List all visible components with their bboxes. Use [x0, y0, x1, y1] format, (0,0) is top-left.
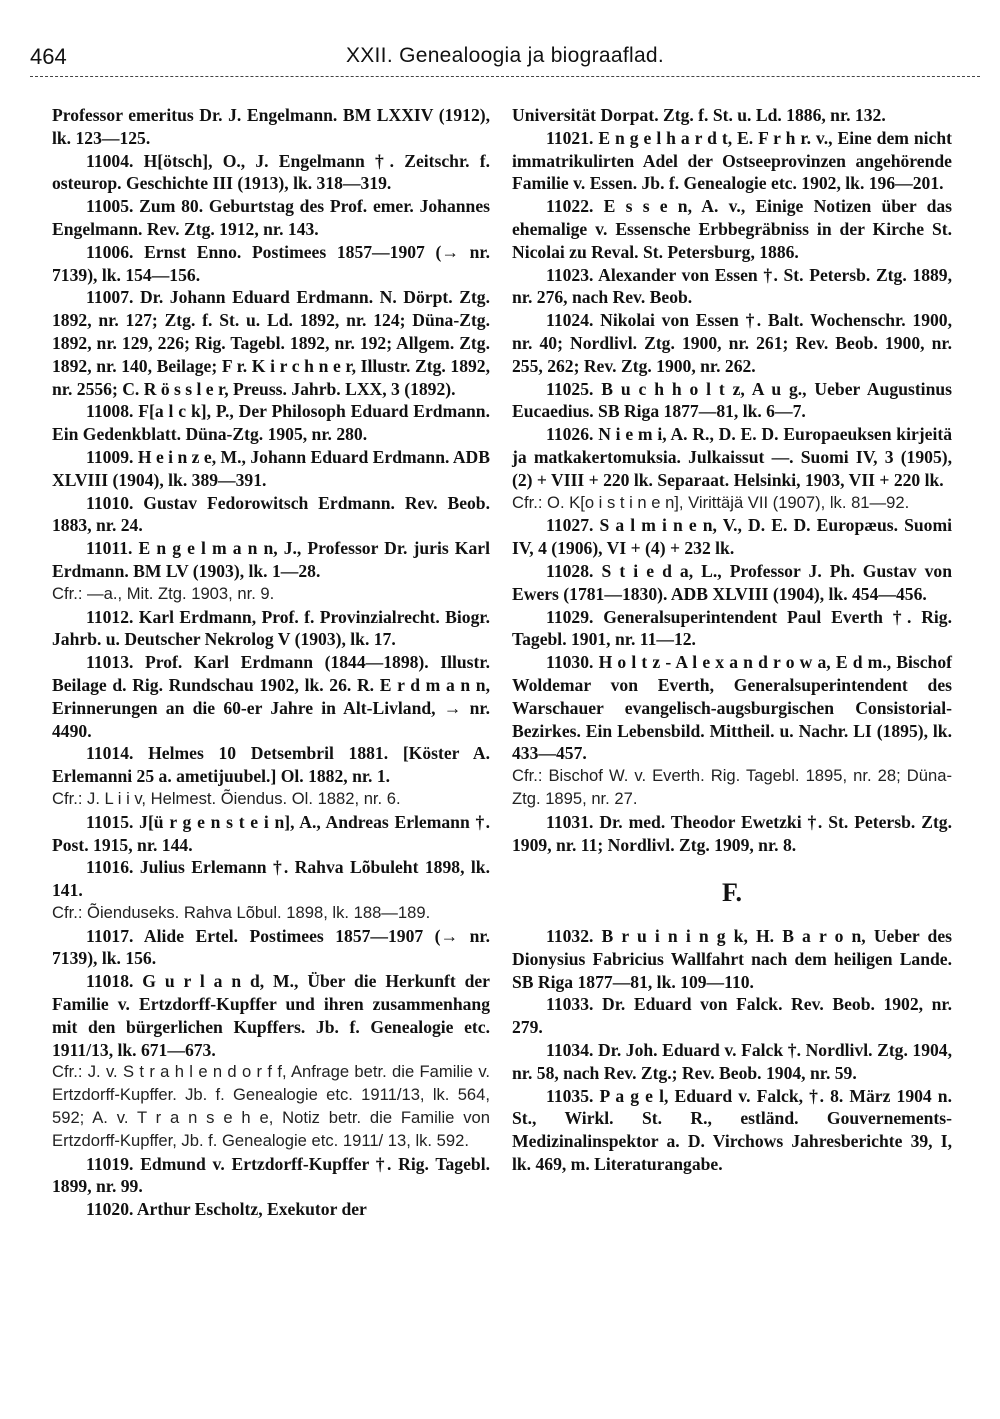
entry-text: 11018. G u r l a n d, M., Über die Herkunft der Familie v. Ertzdorff-Kupffer und ihren zusammenhang mit den bürgerlichen Kupffers. Jb. f. Genealogie etc. 1911/13, lk. 671—673.	[52, 971, 490, 1060]
entry-text: 11016. Julius Erlemann †. Rahva Lõbuleht 1898, lk. 141.	[52, 857, 490, 901]
bibliography-entry	[512, 993, 952, 1039]
entry-text: 11030. H o l t z - A l e x a n d r o w a, E d m., Bischof Woldemar von Everth, Generalsuperintendent des Warschauer evangelisch-augsburgischen Consistorial-Bezirkes. Ein Lebensbild. Mittheil. u. Nachr. LI (1895), lk. 433—457.	[512, 652, 952, 764]
entry-text: 11015. J[ü r g e n s t e i n], A., Andreas Erlemann †. Post. 1915, nr. 144.	[52, 811, 490, 855]
bibliography-entry	[52, 150, 490, 196]
bibliography-entry	[52, 1153, 490, 1199]
bibliography-entry	[52, 286, 490, 400]
entry-cfr-note: Cfr.: J. v. S t r a h l e n d o r f f, Anfrage betr. die Familie v. Ertzdorff-Kupffer. Jb. f. Genealogie etc. 1911/13, lk. 564, 592; A. v. T r a n s e h e, Notiz betr. die Familie von Ertzdorff-Kupffer, Jb. f. Genealogie etc. 1911/ 13, lk. 592.	[52, 1062, 490, 1150]
entry-text: 11019. Edmund v. Ertzdorff-Kupffer †. Rig. Tagebl. 1899, nr. 99.	[52, 1153, 490, 1197]
entry-text: 11022. E s s e n, A. v., Einige Notizen über das ehemalige v. Essensche Erbbegräbniss in der Kirche St. Nicolai zu Reval. St. Petersburg, 1886.	[512, 196, 952, 262]
entry-text: 11008. F[a l c k], P., Der Philosoph Eduard Erdmann. Ein Gedenkblatt. Düna-Ztg. 1905, nr. 280.	[52, 401, 490, 445]
bibliography-entry	[512, 264, 952, 310]
bibliography-entry	[512, 651, 952, 811]
bibliography-entry	[52, 537, 490, 605]
entry-text: 11007. Dr. Johann Eduard Erdmann. N. Dörpt. Ztg. 1892, nr. 127; Ztg. f. St. u. Ld. 1892, nr. 124; Düna-Ztg. 1892, nr. 129, 226; Rig. Tagebl. 1892, nr. 192; Allgem. Ztg. 1892, nr. 140, Beilage; F r. K i r c h n e r, Illustr. Ztg. 1892, nr. 2556; C. R ö s s l e r, Preuss. Jahrb. LXX, 3 (1892).	[52, 287, 490, 399]
entry-text: Universität Dorpat. Ztg. f. St. u. Ld. 1886, nr. 132.	[512, 105, 886, 125]
entry-cfr-note: Cfr.: Õienduseks. Rahva Lõbul. 1898, lk. 188—189.	[52, 902, 431, 922]
entry-text: 11027. S a l m i n e n, V., D. E. D. Europæus. Suomi IV, 4 (1906), VI + (4) + 232 lk.	[512, 515, 952, 559]
entry-cfr-note: Cfr.: O. K[o i s t i n e n], Virittäjä VII (1907), lk. 81—92.	[512, 492, 910, 512]
bibliography-entry	[52, 446, 490, 492]
bibliography-entry	[52, 104, 490, 150]
bibliography-entry	[52, 1198, 490, 1221]
entry-text: 11009. H e i n z e, M., Johann Eduard Erdmann. ADB XLVIII (1904), lk. 389—391.	[52, 446, 490, 490]
entry-text: 11010. Gustav Fedorowitsch Erdmann. Rev. Beob. 1883, nr. 24.	[52, 492, 490, 536]
bibliography-entry	[52, 811, 490, 857]
entry-text: 11028. S t i e d a, L., Professor J. Ph. Gustav von Ewers (1781—1830). ADB XLVIII (1904), lk. 454—456.	[512, 560, 952, 604]
bibliography-entry	[512, 378, 952, 424]
bibliography-entry	[512, 127, 952, 195]
running-title: XXII. Genealoogia ja biograaflad.	[345, 44, 665, 67]
entry-text: 11024. Nikolai von Essen †. Balt. Wochenschr. 1900, nr. 40; Nordlivl. Ztg. 1900, nr. 261; Rev. Beob. 1900, nr. 255, 262; Rev. Ztg. 1900, nr. 262.	[512, 310, 952, 376]
entry-text: 11005. Zum 80. Geburtstag des Prof. emer. Johannes Engelmann. Rev. Ztg. 1912, nr. 143.	[52, 196, 490, 239]
bibliography-entry	[52, 241, 490, 287]
entry-cfr-note: Cfr.: J. L i i v, Helmest. Õiendus. Ol. 1882, nr. 6.	[52, 788, 401, 808]
entry-text: 11025. B u c h h o l t z, A u g., Ueber Augustinus Eucaedius. SB Riga 1877—81, lk. 6—7.	[512, 378, 952, 422]
bibliography-entry	[512, 925, 952, 993]
left-column	[52, 104, 490, 1221]
bibliography-entry	[52, 606, 490, 652]
bibliography-entry	[512, 811, 952, 857]
entry-text: 11013. Prof. Karl Erdmann (1844—1898). Illustr. Beilage d. Rig. Rundschau 1902, lk. 26. R. E r d m a n n, Erinnerungen an die 60-er Jahre in Alt-Livland, → nr. 4490.	[52, 652, 490, 741]
bibliography-entry	[512, 560, 952, 606]
bibliography-entry	[52, 492, 490, 538]
page-number: 464	[30, 44, 67, 69]
entry-text: 11032. B r u i n i n g k, H. B a r o n, Ueber des Dionysius Fabricius Wallfahrt nach dem heiligen Lande. SB Riga 1877—81, lk. 109—110.	[512, 926, 952, 992]
entry-text: 11026. N i e m i, A. R., D. E. D. Europaeuksen kirjeitä ja matkakertomuksia. Julkaissut —. Suomi IV, 3 (1905), (2) + VIII + 220 lk. Separaat. Helsinki, 1903, VII + 220 lk.	[512, 424, 952, 490]
entry-text: 11029. Generalsuperintendent Paul Everth †. Rig. Tagebl. 1901, nr. 11—12.	[512, 606, 952, 650]
entry-text: 11033. Dr. Eduard von Falck. Rev. Beob. 1902, nr. 279.	[512, 994, 952, 1038]
entry-cfr-note: Cfr.: —a., Mit. Ztg. 1903, nr. 9.	[52, 583, 275, 603]
bibliography-entry	[52, 856, 490, 924]
entry-text: 11020. Arthur Escholtz, Exekutor der	[86, 1199, 367, 1220]
entry-text: Professor emeritus Dr. J. Engelmann. BM LXXIV (1912), lk. 123—125.	[52, 105, 490, 148]
bibliography-entry	[52, 651, 490, 742]
bibliography-entry	[52, 925, 490, 971]
entry-text: 11012. Karl Erdmann, Prof. f. Provinzialrecht. Biogr. Jahrb. u. Deutscher Nekrolog V (1903), lk. 17.	[52, 606, 490, 650]
entry-text: 11014. Helmes 10 Detsembril 1881. [Köster A. Erlemanni 25 a. ametijuubel.] Ol. 1882, nr. 1.	[52, 743, 490, 787]
bibliography-entry	[512, 514, 952, 560]
right-column	[512, 104, 952, 1176]
entry-text: 11035. P a g e l, Eduard v. Falck, †. 8. März 1904 n. St., Wirkl. St. R., estländ. Gouvernements-Medizinalinspektor a. D. Virchows Jahresberichte 39, I, lk. 469, m. Literaturangabe.	[512, 1085, 952, 1175]
bibliography-entry	[512, 423, 952, 514]
bibliography-entry	[512, 195, 952, 263]
entry-text: 11006. Ernst Enno. Postimees 1857—1907 (→ nr. 7139), lk. 154—156.	[52, 241, 490, 285]
bibliography-entry	[52, 742, 490, 810]
entry-text: 11004. H[ötsch], O., J. Engelmann †. Zeitschr. f. osteurop. Geschichte III (1913), lk. 318—319.	[52, 150, 490, 194]
header-rule	[30, 76, 980, 77]
entry-text: 11017. Alide Ertel. Postimees 1857—1907 (→ nr. 7139), lk. 156.	[52, 925, 490, 969]
entry-text: 11011. E n g e l m a n n, J., Professor Dr. juris Karl Erdmann. BM LV (1903), lk. 1—28.	[52, 538, 490, 581]
entry-cfr-note: Cfr.: Bischof W. v. Everth. Rig. Tagebl. 1895, nr. 28; Düna-Ztg. 1895, nr. 27.	[512, 766, 952, 808]
bibliography-entry	[52, 195, 490, 241]
bibliography-entry	[512, 309, 952, 377]
section-heading: F.	[722, 878, 742, 908]
bibliography-entry	[512, 104, 952, 127]
entry-text: 11021. E n g e l h a r d t, E. F r h r. v., Eine dem nicht immatrikulirten Adel der Ostseeprovinzen angehörende Familie v. Essen. Jb. f. Genealogie etc. 1902, lk. 196—201.	[512, 127, 952, 194]
entry-text: 11023. Alexander von Essen †. St. Petersb. Ztg. 1889, nr. 276, nach Rev. Beob.	[512, 264, 952, 308]
bibliography-entry	[52, 970, 490, 1152]
bibliography-entry	[512, 1085, 952, 1176]
entry-text: 11031. Dr. med. Theodor Ewetzki †. St. Petersb. Ztg. 1909, nr. 11; Nordlivl. Ztg. 1909, nr. 8.	[512, 811, 952, 855]
bibliography-entry	[512, 1039, 952, 1085]
bibliography-entry	[52, 400, 490, 446]
page-header	[30, 44, 980, 74]
entry-text: 11034. Dr. Joh. Eduard v. Falck †. Nordlivl. Ztg. 1904, nr. 58, nach Rev. Ztg.; Rev. Beob. 1904, nr. 59.	[512, 1040, 952, 1083]
bibliography-entry	[512, 606, 952, 652]
